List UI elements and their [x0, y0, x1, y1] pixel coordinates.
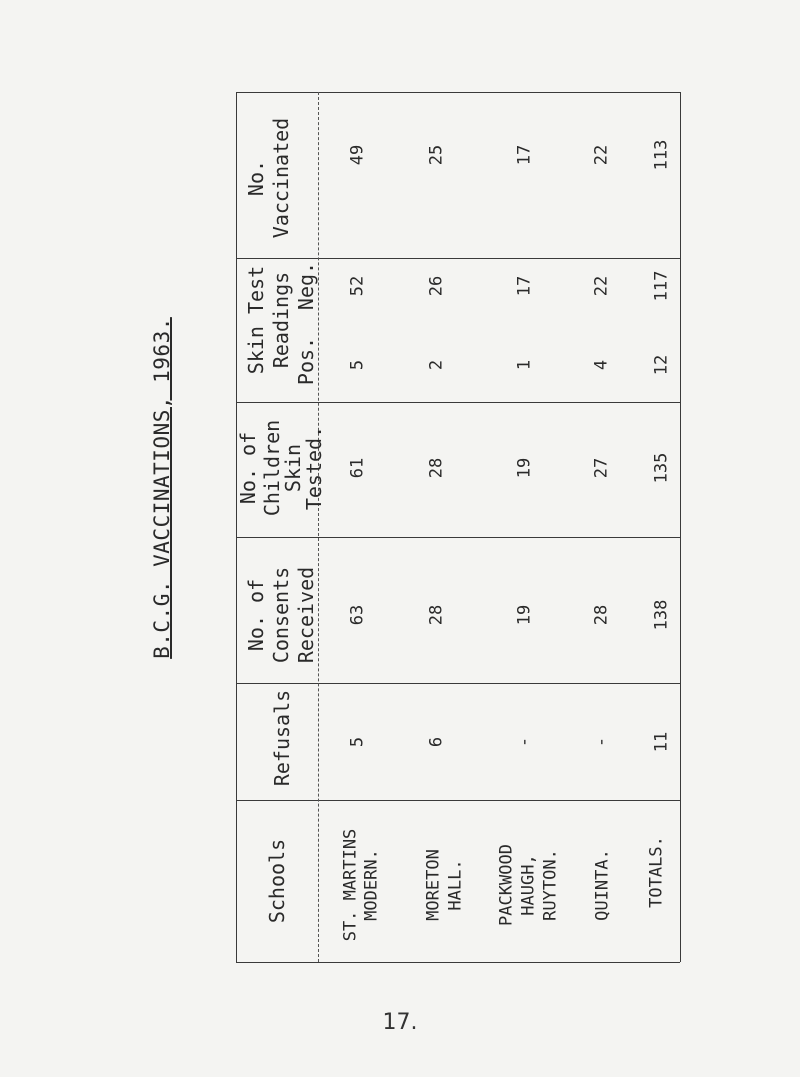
- table-right-border: [680, 92, 681, 962]
- consents-value: 19: [514, 604, 535, 626]
- page-title: B.C.G. VACCINATIONS, 1963.: [150, 317, 174, 659]
- header-consents: Consents: [269, 566, 293, 664]
- refusals-value: -: [591, 736, 612, 748]
- header-tested: No. of: [236, 431, 260, 505]
- pos-value: 1: [514, 359, 535, 371]
- school-name: RUYTON.: [540, 849, 561, 921]
- header-vaccinated: No.: [244, 159, 268, 197]
- pos-value: 2: [426, 359, 447, 371]
- header-tested: Children: [260, 419, 284, 517]
- school-name: PACKWOOD: [496, 844, 517, 926]
- pos-value: 4: [591, 359, 612, 371]
- school-name: MORETON: [423, 849, 444, 921]
- refusals-value: 6: [426, 736, 447, 748]
- tested-value: 61: [347, 457, 368, 479]
- band-divider: [236, 800, 680, 801]
- header-tested: Skin: [281, 443, 305, 493]
- vaccinated-value: 25: [426, 144, 447, 166]
- header-refusals: Refusals: [270, 689, 294, 787]
- tested-value: 135: [651, 452, 672, 484]
- neg-value: 117: [651, 270, 672, 302]
- consents-value: 28: [591, 604, 612, 626]
- consents-value: 63: [347, 604, 368, 626]
- header-pos: Pos.: [294, 336, 318, 386]
- tested-value: 27: [591, 457, 612, 479]
- header-consents: Received: [294, 566, 318, 664]
- vaccinated-value: 113: [651, 139, 672, 171]
- totals-label: TOTALS.: [646, 836, 667, 908]
- consents-value: 28: [426, 604, 447, 626]
- header-divider: [318, 92, 319, 962]
- vaccinated-value: 49: [347, 144, 368, 166]
- header-schools: Schools: [265, 838, 289, 924]
- band-divider: [236, 683, 680, 684]
- neg-value: 17: [514, 275, 535, 297]
- refusals-value: -: [514, 736, 535, 748]
- vaccinated-value: 22: [591, 144, 612, 166]
- neg-value: 26: [426, 275, 447, 297]
- header-skin-test: Readings: [269, 271, 293, 369]
- band-divider: [236, 537, 680, 538]
- school-name: HALL.: [445, 859, 466, 911]
- table-top-border: [236, 92, 680, 93]
- pos-value: 12: [651, 354, 672, 376]
- header-vaccinated: Vaccinated: [269, 117, 293, 239]
- school-name: ST. MARTINS: [340, 828, 361, 942]
- header-neg: Neg.: [294, 261, 318, 311]
- neg-value: 22: [591, 275, 612, 297]
- table-left-border: [236, 92, 237, 962]
- consents-value: 138: [651, 599, 672, 631]
- school-name: MODERN.: [361, 849, 382, 921]
- header-consents: No. of: [244, 578, 268, 652]
- vaccinated-value: 17: [514, 144, 535, 166]
- header-tested: Tested.: [302, 425, 326, 511]
- neg-value: 52: [347, 275, 368, 297]
- table-bottom-border: [236, 962, 680, 963]
- page-number: 17.: [382, 1010, 418, 1035]
- school-name: QUINTA.: [592, 849, 613, 921]
- pos-value: 5: [347, 359, 368, 371]
- tested-value: 28: [426, 457, 447, 479]
- header-skin-test: Skin Test: [244, 265, 268, 375]
- school-name: HAUGH,: [518, 854, 539, 916]
- tested-value: 19: [514, 457, 535, 479]
- band-divider: [236, 402, 680, 403]
- band-divider: [236, 258, 680, 259]
- refusals-value: 5: [347, 736, 368, 748]
- refusals-value: 11: [651, 731, 672, 753]
